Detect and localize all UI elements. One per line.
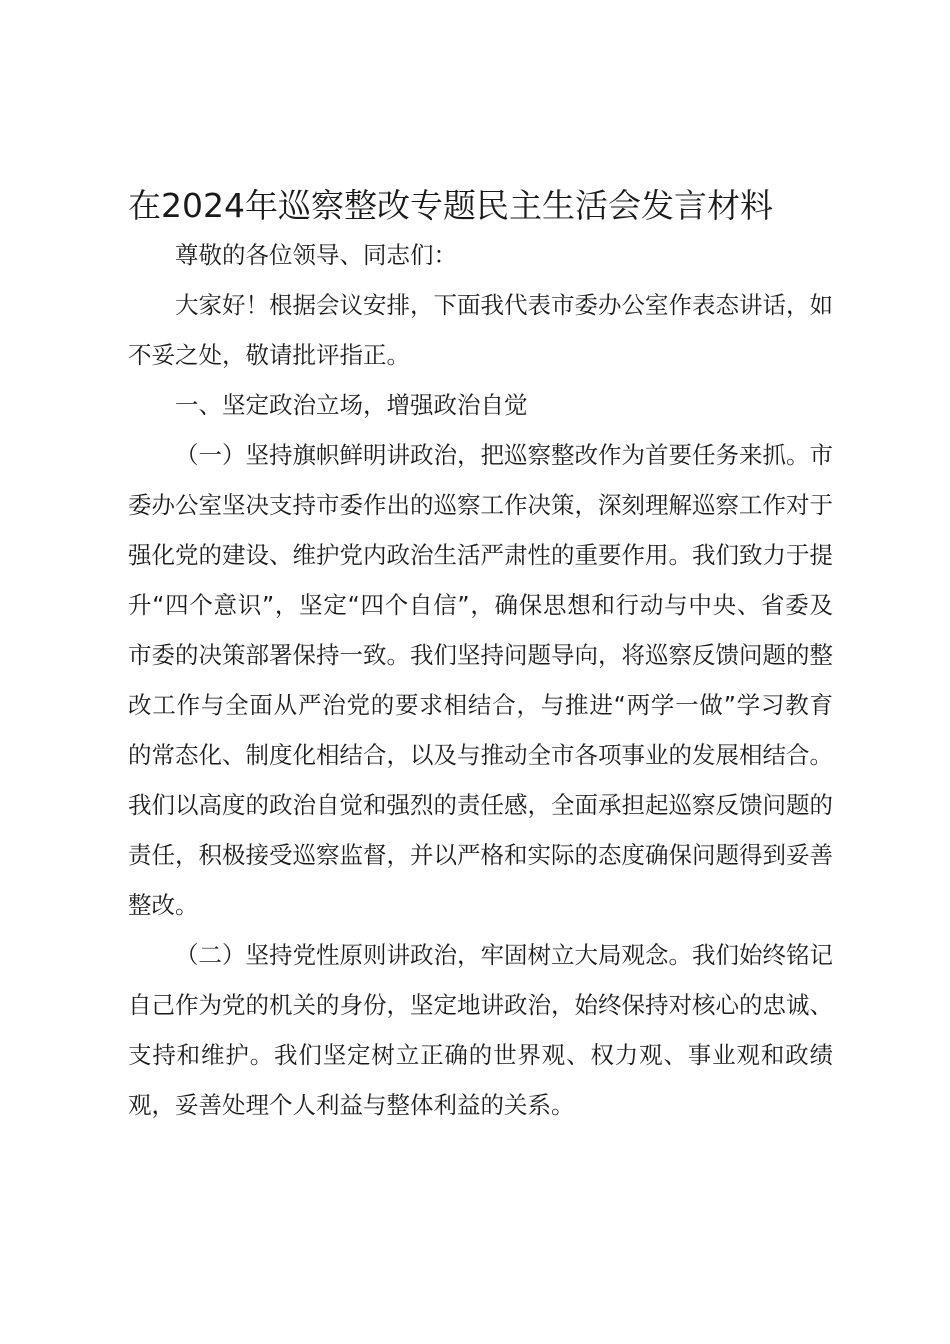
section-heading: 一、坚定政治立场，增强政治自觉 — [175, 391, 528, 419]
salutation: 尊敬的各位领导、同志们： — [175, 241, 457, 269]
opening-paragraph: 大家好！根据会议安排，下面我代表市委办公室作表态讲话，如不妥之处，敬请批评指正。 — [128, 291, 833, 369]
paragraph-1: （一）坚持旗帜鲜明讲政治，把巡察整改作为首要任务来抓。市委办公室坚决支持市委作出的巡察工作决策，深刻理解巡察工作对于强化党的建设、维护党内政治生活严肃性的重要作用。我们致力于提升“四个意识”，坚定“四个自信”，确保思想和行动与中央、省委及市委的决策部署保持一致。我们坚持问题导向，将巡察反馈问题的整改工作与全面从严治党的要求相结合，与推进“两学一做”学习教育的常态化、制度化相结合，以及与推动全市各项事业的发展相结合。我们以高度的政治自觉和强烈的责任感，全面承担起巡察反馈问题的责任，积极接受巡察监督，并以严格和实际的态度确保问题得到妥善整改。 — [128, 441, 833, 919]
document-body — [128, 230, 833, 1130]
document-title: 在2024年巡察整改专题民主生活会发言材料 — [128, 186, 773, 225]
paragraph-2: （二）坚持党性原则讲政治，牢固树立大局观念。我们始终铭记自己作为党的机关的身份，坚定地讲政治，始终保持对核心的忠诚、支持和维护。我们坚定树立正确的世界观、权力观、事业观和政绩观，妥善处理个人利益与整体利益的关系。 — [128, 941, 833, 1119]
